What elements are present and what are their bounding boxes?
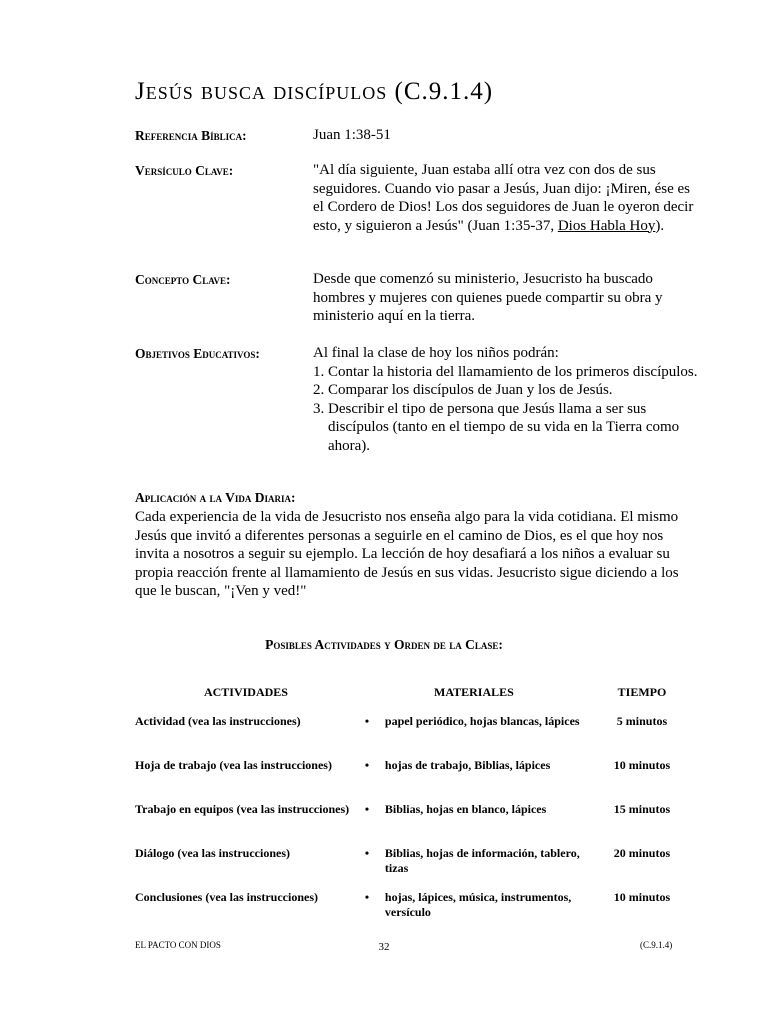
objectives-intro: Al final la clase de hoy los niños podrán: <box>313 345 559 361</box>
key-verse-end: ). <box>655 217 665 234</box>
table-row <box>133 846 693 890</box>
activity-cell: Actividad (vea las instrucciones) <box>135 714 301 728</box>
objective-item: 1. Contar la historia del llamamiento de los primeros discípulos. <box>328 363 698 382</box>
reference-label: Referencia Bíblica: <box>135 128 247 143</box>
application-label: Aplicación a la Vida Diaria: <box>135 490 296 505</box>
table-row <box>133 714 693 758</box>
objectives-list <box>313 363 698 456</box>
bullet-icon: • <box>364 802 370 816</box>
table-row <box>133 890 693 934</box>
page-title: Jesús busca discípulos (C.9.1.4) <box>135 78 494 105</box>
bullet-icon: • <box>364 846 370 860</box>
objective-item: 2. Comparar los discípulos de Juan y los de Jesús. <box>328 381 698 400</box>
objectives-block <box>313 344 698 455</box>
objective-item: 3. Describir el tipo de persona que Jesús llama a ser sus discípulos (tanto en el tiempo de su vida en la Tierra como ahora). <box>328 400 698 456</box>
application-text: Cada experiencia de la vida de Jesucristo nos enseña algo para la vida cotidiana. El mismo Jesús que invitó a diferentes personas a seguirle en el camino de Dios, es el que hoy nos invita a nosotros a seguir su ejemplo. La lección de hoy desafiará a los niños a evaluar su propia reacción frente al llamamiento de Jesús en sus vidas. Jesucristo sigue diciendo a los que le buscan, "¡Ven y ved!" <box>135 509 679 599</box>
bullet-icon: • <box>364 890 370 904</box>
key-verse-label: Versículo Clave: <box>135 163 234 178</box>
bullet-icon: • <box>364 758 370 772</box>
reference-value: Juan 1:38-51 <box>313 127 391 143</box>
activity-cell: Diálogo (vea las instrucciones) <box>135 846 290 860</box>
activity-cell: Trabajo en equipos (vea las instrucciones) <box>135 802 350 816</box>
table-header-row <box>133 685 693 714</box>
bullet-icon: • <box>364 714 370 728</box>
activities-title: Posibles Actividades y Orden de la Clase: <box>265 637 503 652</box>
footer-page-number: 32 <box>378 941 390 953</box>
header-materials: MATERIALES <box>434 685 514 699</box>
header-time: TIEMPO <box>617 685 667 699</box>
key-verse-text <box>313 161 698 235</box>
time-cell: 10 minutos <box>613 890 671 904</box>
activity-cell: Hoja de trabajo (vea las instrucciones) <box>135 758 332 772</box>
footer-lesson-code: (C.9.1.4) <box>640 940 673 950</box>
activities-table <box>133 685 693 934</box>
table-row <box>133 802 693 846</box>
time-cell: 10 minutos <box>613 758 671 772</box>
time-cell: 5 minutos <box>616 714 668 728</box>
key-verse-quote: "Al día siguiente, Juan estaba allí otra vez con dos de sus seguidores. Cuando vio pasar a Jesús, Juan dijo: ¡Miren, ése es el Cordero de Dios! Los dos seguidores de Juan le oyeron decir esto, y siguieron a Jesús" (Juan 1:35-37, <box>313 162 694 234</box>
activity-cell: Conclusiones (vea las instrucciones) <box>135 890 318 904</box>
materials-cell: • hojas de trabajo, Biblias, lápices <box>364 758 551 772</box>
time-cell: 15 minutos <box>613 802 671 816</box>
time-cell: 20 minutos <box>613 846 671 860</box>
footer-book-title: EL PACTO CON DIOS <box>135 940 221 950</box>
key-concept-value: Desde que comenzó su ministerio, Jesucristo ha buscado hombres y mujeres con quienes puede compartir su obra y ministerio aquí en la tierra. <box>313 271 663 324</box>
materials-cell: • Biblias, hojas en blanco, lápices <box>364 802 547 816</box>
key-verse-source: Dios Habla Hoy <box>557 217 656 234</box>
materials-cell: • papel periódico, hojas blancas, lápices <box>364 714 580 728</box>
materials-cell: • hojas, lápices, música, instrumentos, versículo <box>364 890 572 919</box>
materials-cell: • Biblias, hojas de información, tablero, tizas <box>364 846 580 875</box>
key-concept-label: Concepto Clave: <box>135 272 231 287</box>
objectives-label: Objetivos Educativos: <box>135 346 260 361</box>
table-row <box>133 758 693 802</box>
header-activities: ACTIVIDADES <box>203 685 288 699</box>
